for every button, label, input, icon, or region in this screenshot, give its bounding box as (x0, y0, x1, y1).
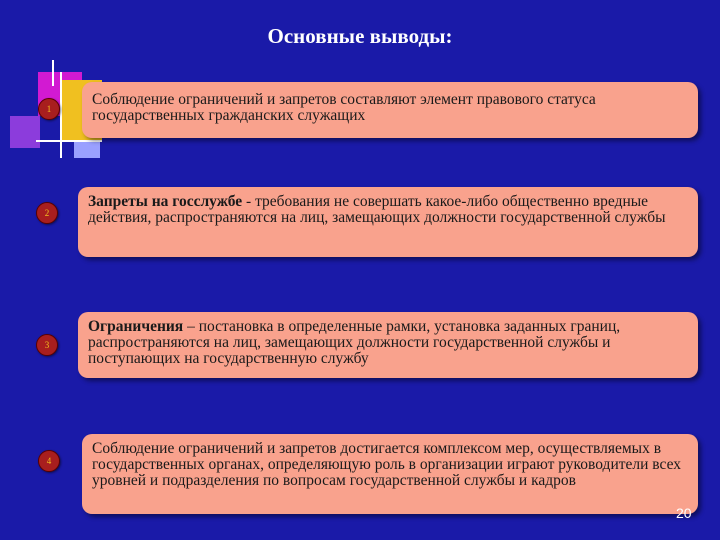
decorative-line (60, 72, 62, 158)
conclusion-box-4 (82, 434, 698, 514)
bullet-marker (36, 334, 58, 356)
conclusion-text: Соблюдение ограничений и запретов достигается комплексом мер, осуществляемых в государственных органах, определяющую роль в организации играют руководители всех уровней и подразделения по вопросам государственной службы и кадров (92, 440, 682, 489)
conclusion-box-1 (82, 82, 698, 138)
decorative-square-violet (10, 116, 40, 148)
conclusion-box-2 (78, 187, 698, 257)
conclusion-box-3 (78, 312, 698, 378)
decorative-square-lilac (74, 140, 100, 158)
conclusion-text: Соблюдение ограничений и запретов составляют элемент правового статуса государственных гражданских служащих (92, 91, 596, 124)
bullet-marker (38, 98, 60, 120)
bullet-number: 2 (44, 208, 50, 218)
decorative-line (52, 60, 54, 86)
bullet-marker (36, 202, 58, 224)
decorative-line (36, 140, 102, 142)
bullet-number: 3 (44, 340, 50, 350)
conclusion-term: Запреты на госслужбе (88, 193, 243, 210)
bullet-marker (38, 450, 60, 472)
conclusion-text: – постановка в определенные рамки, установка заданных границ, распространяются на лиц, замещающих должности государственной службы и поступающих на государственную службу (88, 318, 621, 367)
bullet-number: 1 (46, 104, 52, 114)
page-number: 20 (676, 505, 692, 521)
conclusion-term: Ограничения (88, 318, 184, 335)
bullet-number: 4 (46, 456, 52, 466)
conclusion-text: - требования не совершать какое-либо общественно вредные действия, распространяются на лиц, замещающих должности государственной службы (88, 193, 666, 226)
slide-title: Основные выводы: (267, 24, 453, 48)
